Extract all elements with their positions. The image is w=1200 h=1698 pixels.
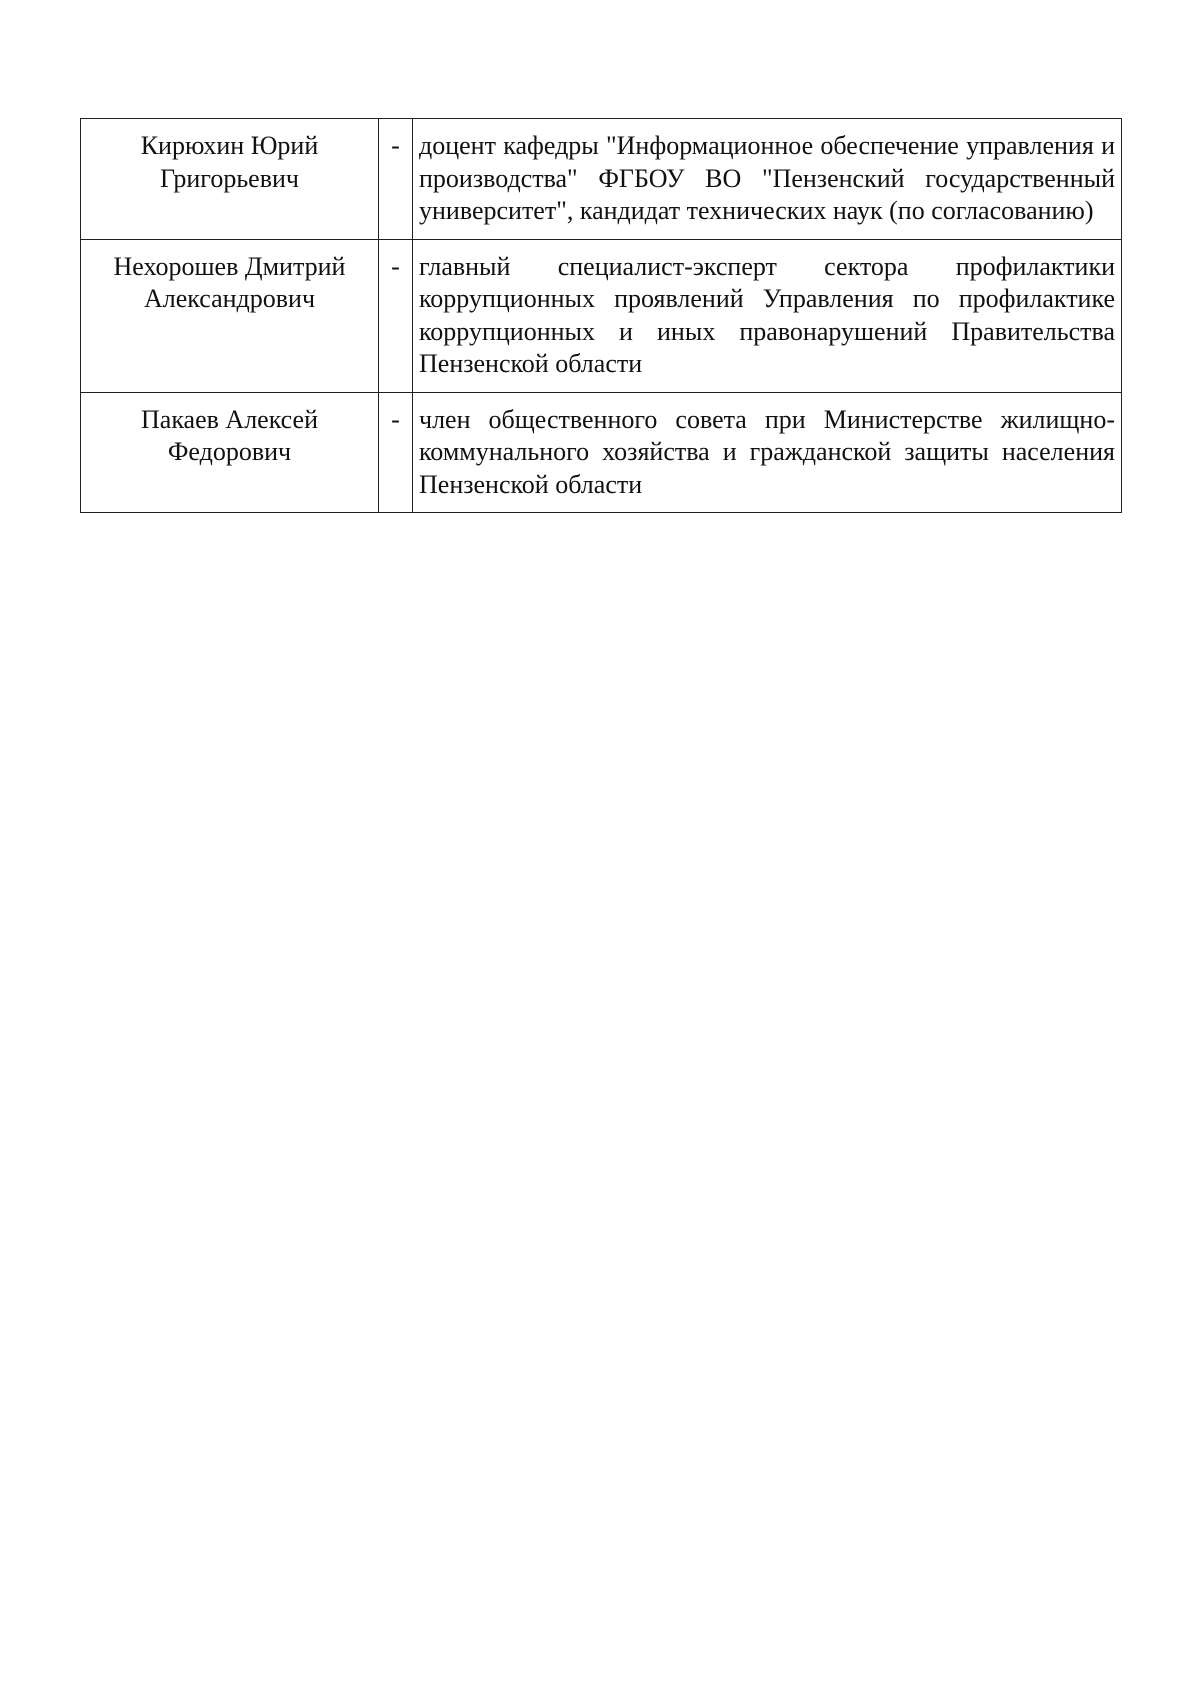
dash-separator: - bbox=[379, 119, 413, 240]
member-patronymic: Федорович bbox=[167, 437, 292, 466]
member-name-cell bbox=[81, 239, 379, 392]
member-description: член общественного совета при Министерстве жилищно-коммунального хозяйства и гражданской защиты населения Пензенской области bbox=[413, 392, 1122, 513]
member-surname-name: Пакаев Алексей bbox=[141, 404, 318, 434]
member-patronymic: Александрович bbox=[143, 284, 316, 313]
dash-separator: - bbox=[379, 239, 413, 392]
dash-separator: - bbox=[379, 392, 413, 513]
member-description: доцент кафедры "Информационное обеспечение управления и производства" ФГБОУ ВО "Пензенский государственный университет", кандидат технических наук (по согласованию) bbox=[413, 119, 1122, 240]
member-description: главный специалист-эксперт сектора профилактики коррупционных проявлений Управления по профилактике коррупционных и иных правонарушений Правительства Пензенской области bbox=[413, 239, 1122, 392]
table-row bbox=[81, 119, 1122, 240]
member-surname-name: Кирюхин Юрий bbox=[140, 131, 319, 160]
table-row bbox=[81, 392, 1122, 513]
member-surname-name: Нехорошев Дмитрий bbox=[113, 251, 346, 281]
member-name-cell bbox=[81, 392, 379, 513]
table-row bbox=[81, 239, 1122, 392]
members-table bbox=[80, 118, 1122, 513]
member-name-cell bbox=[81, 119, 379, 240]
member-patronymic: Григорьевич bbox=[160, 163, 299, 193]
